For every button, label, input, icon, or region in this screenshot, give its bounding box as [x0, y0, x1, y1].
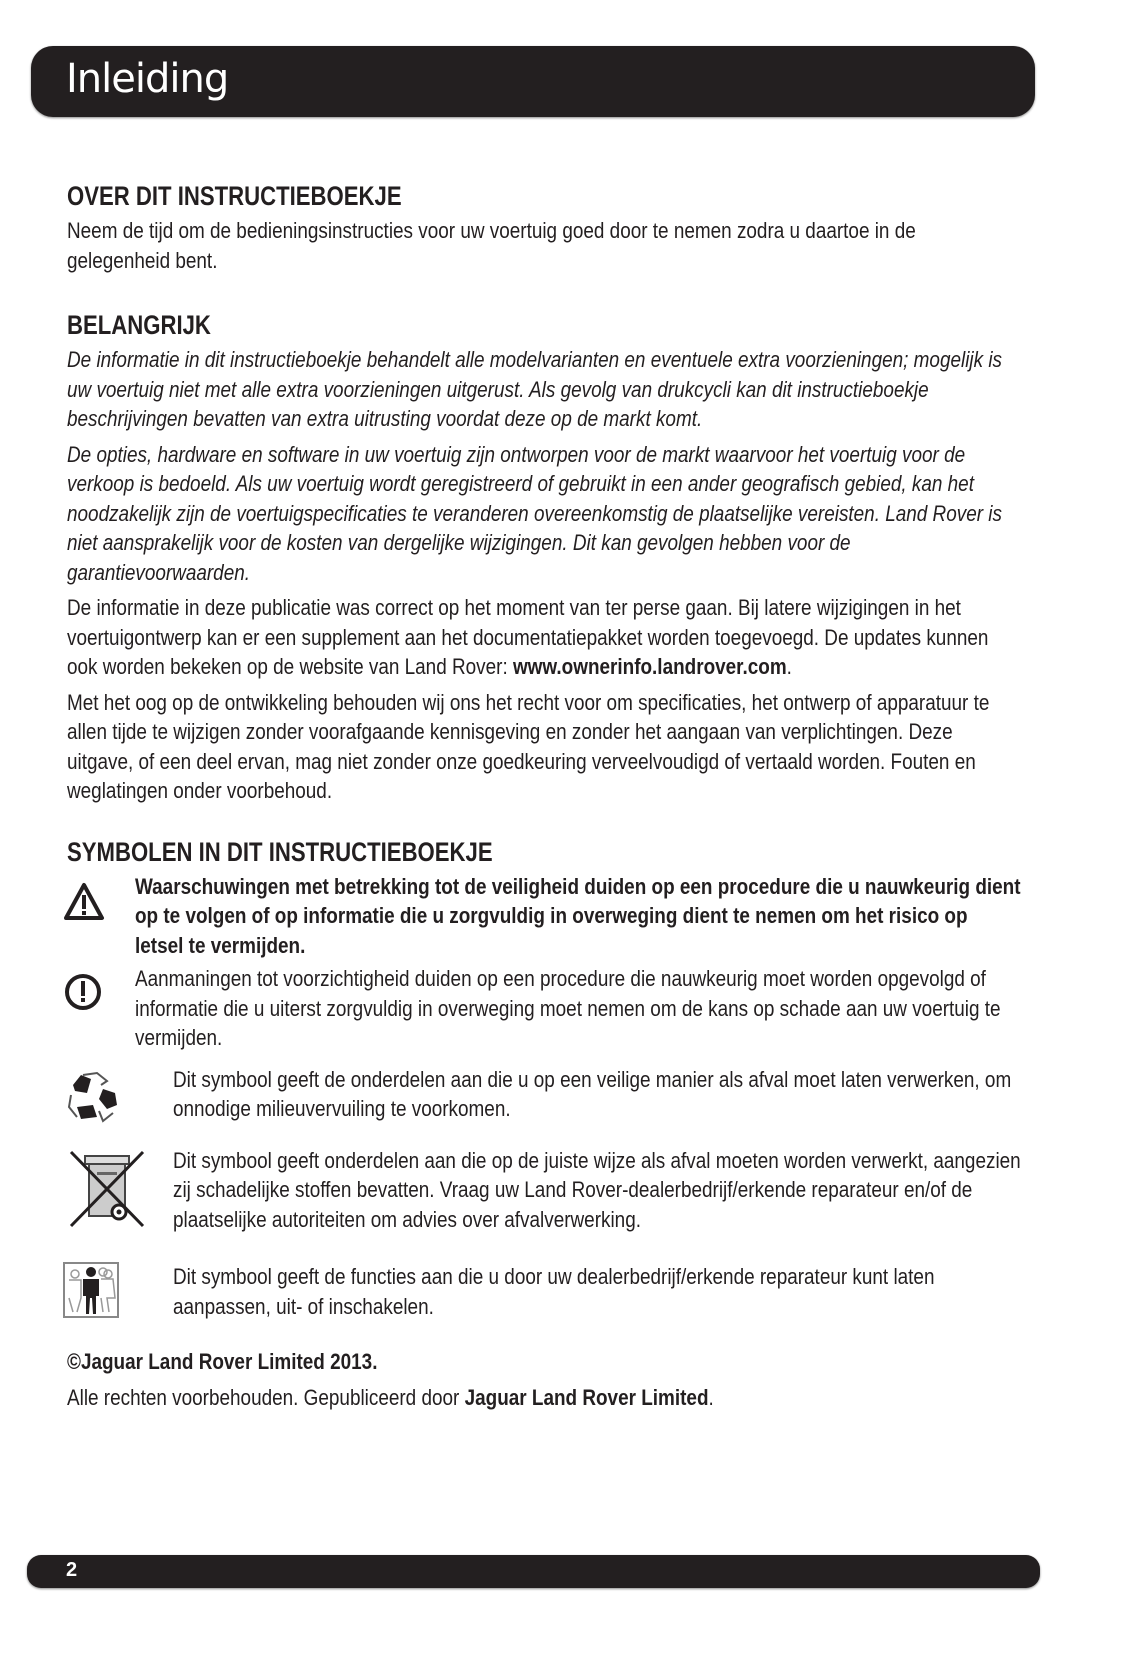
crossed-bin-icon	[63, 1146, 147, 1230]
para-3-text: De informatie in deze publicatie was correct op het moment van ter perse gaan. Bij latere wijzigingen in het voertuigontwerp kan er een supplement aan het documentatiepakket worden toegevoegd. De updates kunnen ook worden bekeken op de website van Land Rover:	[67, 595, 989, 679]
symbol-row-warning	[67, 872, 1021, 961]
belangrijk-paragraph-4: Met het oog op de ontwikkeling behouden wij ons het recht voor om specificaties, het ontwerp of apparatuur te allen tijde te wijzigen zonder voorafgaande kennisgeving en zonder het aangaan van verplichtingen. Deze uitgave, of een deel ervan, mag niet zonder onze goedkeuring verveelvoudigd of vertaald worden. Fouten en weglatingen onder voorbehoud.	[67, 689, 990, 803]
symbol-text-caution: Aanmaningen tot voorzichtigheid duiden op een procedure die nauwkeurig moet worden opgevolgd of informatie die u uiterst zorgvuldig in overweging moet nemen om de kans op schade aan uw voertuig te vermijden.	[135, 966, 1001, 1050]
belangrijk-paragraph-3	[67, 593, 1022, 682]
over-paragraph: Neem de tijd om de bedieningsinstructies voor uw voertuig goed door te nemen zodra u daartoe in de gelegenheid bent.	[67, 218, 916, 273]
rights-suffix: .	[708, 1384, 714, 1410]
publisher-name: Jaguar Land Rover Limited	[464, 1384, 709, 1410]
rights-text: Alle rechten voorbehouden. Gepubliceerd door	[67, 1384, 465, 1410]
belangrijk-italic-paragraph-2: De opties, hardware en software in uw voertuig zijn ontworpen voor de markt waarvoor het voertuig voor de verkoop is bedoeld. Als uw voertuig wordt geregistreerd of gebruikt in een ander geografisch gebied, kan het noodzakelijk zijn de voertuigspecificaties te veranderen overeenkomstig de plaatselijke vereisten. Land Rover is niet aansprakelijk voor de kosten van dergelijke wijzigingen. Dit kan gevolgen hebben voor de garantievoorwaarden.	[67, 441, 1002, 585]
section-heading-belangrijk: BELANGRIJK	[67, 310, 211, 340]
symbol-text-warning: Waarschuwingen met betrekking tot de veiligheid duiden op een procedure die u nauwkeurig dient op te volgen of op informatie die u zorgvuldig in overweging dient te nemen om het risico op letsel te vermijden.	[135, 873, 1021, 958]
rights-line	[67, 1383, 1022, 1413]
chapter-header-bar	[31, 46, 1035, 117]
page-content	[67, 180, 1021, 1412]
dealer-configurable-icon	[63, 1262, 119, 1318]
page-footer-bar	[27, 1555, 1040, 1588]
symbol-text-dealer: Dit symbool geeft de functies aan die u door uw dealerbedrijf/erkende reparateur kunt laten aanpassen, uit- of inschakelen.	[173, 1264, 935, 1319]
page-number: 2	[66, 1559, 78, 1581]
symbol-row-bin	[67, 1146, 1021, 1235]
symbol-row-recycle	[67, 1065, 1017, 1124]
symbol-row-caution	[67, 964, 1017, 1053]
symbol-row-dealer	[67, 1262, 1017, 1321]
section-heading-over: OVER DIT INSTRUCTIEBOEKJE	[67, 181, 402, 211]
chapter-title: Inleiding	[66, 56, 229, 102]
section-heading-symbolen: SYMBOLEN IN DIT INSTRUCTIEBOEKJE	[67, 836, 493, 867]
caution-circle-icon	[63, 972, 103, 1012]
para-3-suffix: .	[786, 654, 792, 679]
copyright-line: ©Jaguar Land Rover Limited 2013.	[67, 1349, 378, 1374]
website-link[interactable]: www.ownerinfo.landrover.com	[512, 654, 787, 679]
symbol-text-recycle: Dit symbool geeft de onderdelen aan die u op een veilige manier als afval moet laten verwerken, om onnodige milieuvervuiling te voorkomen.	[173, 1066, 1012, 1121]
recycle-icon	[63, 1067, 123, 1125]
warning-triangle-icon	[63, 882, 105, 922]
belangrijk-italic-paragraph-1: De informatie in dit instructieboekje behandelt alle modelvarianten en eventuele extra voorzieningen; mogelijk is uw voertuig niet met alle extra voorzieningen uitgerust. Als gevolg van drukcycli kan dit instructieboekje beschrijvingen bevatten van extra uitrusting voordat deze op de markt komt.	[67, 347, 1002, 431]
symbol-text-bin: Dit symbool geeft onderdelen aan die op de juiste wijze als afval moeten worden verwerkt, aangezien zij schadelijke stoffen bevatten. Vraag uw Land Rover-dealerbedrijf/erkende reparateur en/of de plaatselijke autoriteiten om advies over afvalverwerking.	[173, 1147, 1021, 1232]
